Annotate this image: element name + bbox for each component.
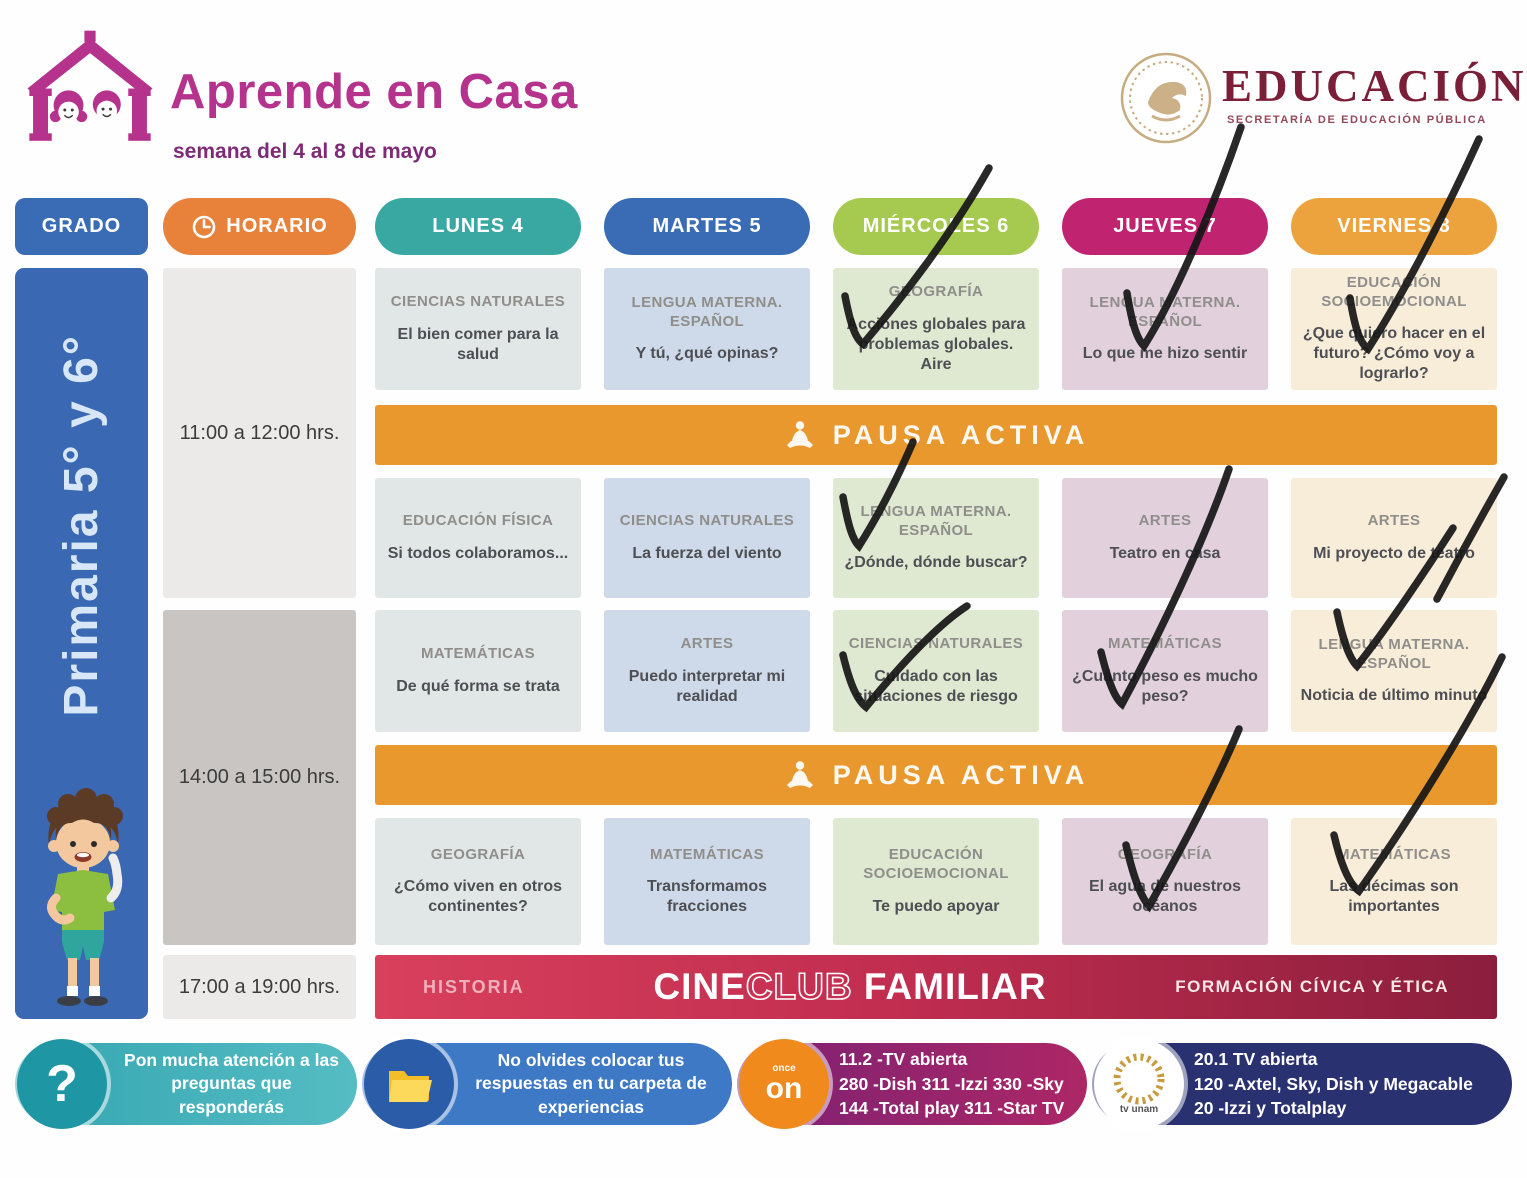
cineclub-bar xyxy=(375,955,1497,1019)
horario-header: HORARIO xyxy=(163,198,356,255)
week-subtitle: semana del 4 al 8 de mayo xyxy=(173,140,437,163)
cell-subject: LENGUA MATERNA. ESPAÑOL xyxy=(1318,635,1470,672)
schedule-cell xyxy=(1062,818,1268,945)
cell-subject: LENGUA MATERNA. ESPAÑOL xyxy=(1089,293,1241,330)
cineclub-title: CINECLUB FAMILIAR xyxy=(653,966,1047,1007)
pausa-activa-bar: PAUSA ACTIVA xyxy=(375,405,1497,465)
cell-subject: CIENCIAS NATURALES xyxy=(390,293,566,311)
cell-topic: Mi proyecto de teatro xyxy=(1313,544,1475,562)
cell-subject: ARTES xyxy=(1367,512,1421,530)
page-title: Aprende en Casa xyxy=(170,65,578,119)
schedule-cell xyxy=(1291,268,1497,390)
cell-topic: La fuerza del viento xyxy=(632,544,782,562)
question-icon: ? xyxy=(17,1039,107,1129)
cell-topic: Si todos colaboramos... xyxy=(387,544,569,562)
cell-topic: Cuidado con las situaciones de riesgo xyxy=(854,667,1018,705)
cell-subject: EDUCACIÓN SOCIOEMOCIONAL xyxy=(1321,273,1467,310)
schedule-cell xyxy=(604,478,810,598)
cell-subject: MATEMÁTICAS xyxy=(1336,845,1452,863)
aprende-en-casa-house-logo xyxy=(20,30,160,148)
day-header-lunes: LUNES 4 xyxy=(375,198,581,255)
day-header-martes: MARTES 5 xyxy=(604,198,810,255)
grado-header: GRADO xyxy=(15,198,148,255)
cineclub-civica-label: FORMACIÓN CÍVICA Y ÉTICA xyxy=(1175,977,1449,996)
cell-subject: CIENCIAS NATURALES xyxy=(619,512,795,530)
clock-icon xyxy=(191,214,217,240)
schedule-cell xyxy=(604,818,810,945)
schedule-cell xyxy=(375,478,581,598)
schedule-cell xyxy=(604,268,810,390)
cell-topic: ¿Que quiero hacer en el futuro? ¿Cómo voy a lograrlo? xyxy=(1302,325,1486,383)
cell-topic: El agua de nuestros océanos xyxy=(1088,878,1242,916)
schedule-cell xyxy=(833,268,1039,390)
cell-topic: El bien comer para la salud xyxy=(397,325,559,363)
schedule-cell xyxy=(833,818,1039,945)
cell-topic: Acciones globales para problemas globales. Aire xyxy=(846,315,1026,373)
schedule-cell xyxy=(1291,610,1497,732)
cell-topic: ¿Cómo viven en otros continentes? xyxy=(393,878,563,916)
time-block-1: 11:00 a 12:00 hrs. xyxy=(163,268,356,598)
cell-subject: EDUCACIÓN FÍSICA xyxy=(402,512,554,530)
cell-subject: LENGUA MATERNA. ESPAÑOL xyxy=(860,502,1012,539)
grade-label: Primaria 5° y 6° xyxy=(55,334,108,717)
schedule-cell xyxy=(375,610,581,732)
cell-topic: Lo que me hizo sentir xyxy=(1082,345,1248,363)
schedule-cell xyxy=(833,610,1039,732)
schedule-cell xyxy=(833,478,1039,598)
sep-seal-logo xyxy=(1118,50,1214,146)
cell-topic: Puedo interpretar mi realidad xyxy=(628,667,786,705)
cell-topic: Teatro en casa xyxy=(1109,544,1221,562)
schedule-cell xyxy=(375,268,581,390)
day-header-miercoles: MIÉRCOLES 6 xyxy=(833,198,1039,255)
cell-subject: MATEMÁTICAS xyxy=(420,645,536,663)
cineclub-historia-label: HISTORIA xyxy=(423,976,525,997)
schedule-cell xyxy=(1062,610,1268,732)
meditation-icon xyxy=(783,760,817,790)
folder-icon xyxy=(364,1039,454,1129)
once-ninos-logo: once on xyxy=(739,1039,829,1129)
cell-subject: GEOGRAFÍA xyxy=(888,283,984,301)
sep-wordmark: EDUCACIÓN xyxy=(1222,61,1527,111)
cell-subject: CIENCIAS NATURALES xyxy=(848,635,1024,653)
cell-topic: Noticia de último minuto xyxy=(1300,687,1488,705)
cell-topic: Transformamos fracciones xyxy=(646,878,768,916)
time-block-2: 14:00 a 15:00 hrs. xyxy=(163,610,356,945)
cell-subject: MATEMÁTICAS xyxy=(649,845,765,863)
pausa-activa-bar: PAUSA ACTIVA xyxy=(375,745,1497,805)
cell-subject: GEOGRAFÍA xyxy=(1117,845,1213,863)
meditation-icon xyxy=(783,420,817,450)
sep-tagline: SECRETARÍA DE EDUCACIÓN PÚBLICA xyxy=(1227,114,1487,126)
cell-subject: LENGUA MATERNA. ESPAÑOL xyxy=(631,293,783,330)
day-header-viernes: VIERNES 8 xyxy=(1291,198,1497,255)
boy-illustration xyxy=(28,788,138,1016)
schedule-cell xyxy=(1291,818,1497,945)
schedule-cell xyxy=(1062,478,1268,598)
cell-topic: ¿Dónde, dónde buscar? xyxy=(844,554,1028,572)
schedule-cell xyxy=(375,818,581,945)
schedule-cell xyxy=(1291,478,1497,598)
footer-channel-tvunam: tv unam 20.1 TV abierta 120 -Axtel, Sky, Dish y Megacable 20 -Izzi y Totalplay xyxy=(1092,1043,1512,1125)
tv-unam-logo: tv unam xyxy=(1094,1039,1184,1129)
time-block-3: 17:00 a 19:00 hrs. xyxy=(163,955,356,1019)
cell-topic: ¿Cuánto peso es mucho peso? xyxy=(1072,667,1258,705)
footer-note-questions: ? Pon mucha atención a las preguntas que responderás xyxy=(15,1043,357,1125)
footer-note-folder: No olvides colocar tus respuestas en tu carpeta de experiencias xyxy=(362,1043,732,1125)
footer-channel-once: once on 11.2 -TV abierta 280 -Dish 311 -Izzi 330 -Sky 144 -Total play 311 -Star TV xyxy=(737,1043,1087,1125)
cell-topic: Y tú, ¿qué opinas? xyxy=(635,345,779,363)
cell-topic: Te puedo apoyar xyxy=(872,897,1000,915)
cell-subject: ARTES xyxy=(1138,512,1192,530)
cell-subject: EDUCACIÓN SOCIOEMOCIONAL xyxy=(863,846,1009,882)
day-header-jueves: JUEVES 7 xyxy=(1062,198,1268,255)
schedule-cell xyxy=(604,610,810,732)
cell-subject: MATEMÁTICAS xyxy=(1107,635,1223,653)
cell-topic: De qué forma se trata xyxy=(396,677,560,695)
cell-topic: Las décimas son importantes xyxy=(1329,878,1459,916)
cell-subject: GEOGRAFÍA xyxy=(430,845,526,863)
cell-subject: ARTES xyxy=(680,635,734,653)
schedule-cell xyxy=(1062,268,1268,390)
